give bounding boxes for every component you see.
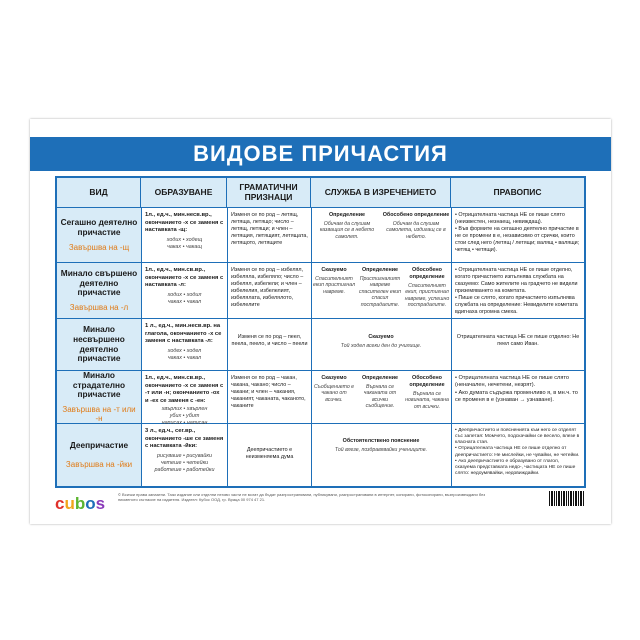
role-example: Върнала се чаканата от всички съобщение. [363,383,397,410]
col-header-type: ВИД [57,178,141,208]
row-header-past-perfect-active [57,263,141,318]
role-predicate [312,267,356,317]
role-heading: Определение [361,375,399,381]
formation-cell [142,372,227,427]
row-ending: Завършва на -щ [68,242,130,252]
role-adverbial [313,438,449,478]
role-example: Съобщението е чакано от всички. [313,383,355,403]
row-name: Сегашно деятелно причастие [60,217,138,237]
role-attribute [357,267,403,317]
role-example: Обичам да слушам казващия се в небето самолет. [319,220,375,240]
role-example: Обичам да слушам самолета, издигащ се в небето. [386,220,446,240]
copyright-notice: © Всички права запазени. Тази издание или отделни негови части не могат да бъдат разпространявани, публикувани, разпространявани в интернет, копирани, фотокопирани, възпроизвеждани без писменото съгласие на издателя. Издател: Кубос ООД, гр. Враца 00 974 47 21. [118,492,486,503]
row-header-present-active [57,208,141,262]
role-example: Пристигналият навреме спасителен екип спасил пострадалите. [358,275,402,308]
formation-rule: 1л., ед.ч., мин.св.вр., окончанието -х се заменя с -т или -н; окончанието -ох и -ех се заменя с -ен: [145,375,224,404]
col-header-spelling: ПРАВОПИС [451,178,584,208]
row-name: Минало несвършено деятелно причастие [73,323,125,364]
role-heading: Обстоятелствено пояснение [342,438,420,444]
formation-example: хвърлих • хвърлен убих • убит написах • написан [161,406,208,427]
grammar-cell: Деепричастието е неизменяема дума [245,447,294,461]
spelling-cell: • Деепричастието и поясненията към него се отделят със запетая: Момчето, подскачайки се весело, влезе в класната стая. • Отрицателната частица НЕ се пише отделно от деепричастието: Не мислейки, не чувайки, не четейки. • Ако деепричастието е образувано от глагол, сказуема представката недо-, частицата НЕ се пише слято: недоумявайки, недовиждайки. [455,428,580,476]
role-heading: Обособено определение [382,212,450,218]
row-header-gerund [57,424,141,486]
spelling-cell: • Отрицателната частица НЕ се пише слято (неначален, нечетени, незрят). • Ако думата съдържа променливо я, в мн.ч. то се променя в е (узнаван → узнаване). [455,375,578,403]
formation-example: ходих • ходещ чаках • чакащ [166,236,203,250]
formation-cell [142,209,227,262]
grammar-cell: Изменя се по род – избелял, избеляла, избеляло; число – избелял, избелели; и член – избелелия, избелелият, избелялата, избелялото, избелелите [231,267,304,309]
row-ending: Завършва на -т или -н [62,405,136,424]
role-example: Върнала се новината, чакана от всички. [405,390,449,410]
role-predicate [313,334,449,364]
row-ending: Завършва на -л [69,303,129,313]
logo-letter: o [85,494,96,513]
formation-rule: 1л., ед.ч., мин.несв.вр., окончанието -х се заменя с наставката -щ: [145,212,224,234]
col-header-grammar: ГРАМАТИЧНИ ПРИЗНАЦИ [227,178,311,208]
barcode-icon [548,490,586,510]
spelling-cell: • Отрицателната частица НЕ се пише слято (неизвестен, незнаещ, невиждащ). • Във формите на сегашно деятелно причастие в не се промени в е, независимо от срички, които стои след него (летящ / летящи; валящ • валящи; четящ • четящи). [455,212,580,254]
formation-rule: 1 л., ед.ч., мин.несв.вр. на глагола, окончанието -х се заменя с наставката -л: [145,323,222,345]
role-example: Спасителният екип, пристигнал навреме, успешно пострадалите. [404,282,450,308]
row-name: Минало страдателно причастие [72,369,126,400]
title-banner [30,137,611,171]
role-heading: Определение [328,212,366,218]
formation-cell [142,264,227,318]
formation-example: ходих • ходил чаках • чакал [167,291,202,305]
col-header-role: СЛУЖБА В ИЗРЕЧЕНИЕТО [311,178,451,208]
grammar-cell: Изменя се по род – летящ, летяща, летящо; число – летящ, летящи; и член – летящия, летящият, летящата, летящото, летящите [231,212,308,247]
logo-letter: c [55,494,65,513]
logo-letter: u [64,494,75,513]
cubos-logo [55,494,105,514]
role-predicate [312,375,356,422]
column-divider [311,208,312,486]
formation-example: ходех • ходел чаках • чакал [167,347,202,361]
role-separate-attribute [382,212,450,260]
role-heading: Обособено определение [409,267,445,280]
formation-cell [142,320,227,370]
role-separate-attribute [404,267,450,317]
col-header-formation: ОБРАЗУВАНЕ [141,178,227,208]
role-heading: Определение [361,267,399,273]
grammar-cell: Изменя се по род – чакан, чакана, чакано; число – чакани; и член – чакания, чаканият, чаканата, чаканото, чаканите [231,375,306,410]
row-name: Минало свършено деятелно причастие [60,267,138,298]
spelling-cell: • Отрицателната частица НЕ се пише отделно, когато причастието изпълнява службата на сказуемо: Само жителите на градчето не видели приземяването на кометата. • Пише се слято, когато причастието изпълнява службата на определение: Невиделите кометата вдигнаха огромна смеха. [455,267,578,316]
formation-cell [142,425,227,486]
logo-letter: b [74,494,86,513]
logo-letter: s [95,494,106,513]
page-title: ВИДОВЕ ПРИЧАСТИЯ [193,141,448,166]
role-example: Той влезе, поздравявайки учениците. [334,446,428,453]
row-ending: Завършва на -йки [65,460,133,470]
role-heading: Сказуемо [321,375,347,381]
row-header-past-passive [57,371,141,423]
formation-example: рисуваше • рисувайки четеше • четейки работеше • работейки [154,452,215,473]
role-separate-attribute [404,375,450,422]
spelling-cell: Отрицателната частица НЕ се пише отделно: Не пеел само Иван. [456,334,580,348]
role-heading: Сказуемо [321,267,347,273]
formation-rule: 3 л., ед.ч., сег.вр., окончанието -ше се заменя с наставката -йки: [145,428,224,450]
role-heading: Обособено определение [409,375,445,388]
formation-rule: 1л., ед.ч., мин.св.вр., окончанието -х се заменя с наставката -л: [145,267,224,289]
row-header-past-imperfect-active [57,319,141,370]
role-example: Той ходел всеки ден до училище. [340,342,422,349]
role-example: Спасителният екип пристигнал навреме. [312,275,356,295]
row-name: Деепричастие [69,439,129,450]
grammar-cell: Изменя се по род – пеел, пеела, пеело, и число – пеели [231,334,308,348]
role-heading: Сказуемо [368,334,394,340]
role-attribute [313,212,381,260]
role-attribute [357,375,403,422]
